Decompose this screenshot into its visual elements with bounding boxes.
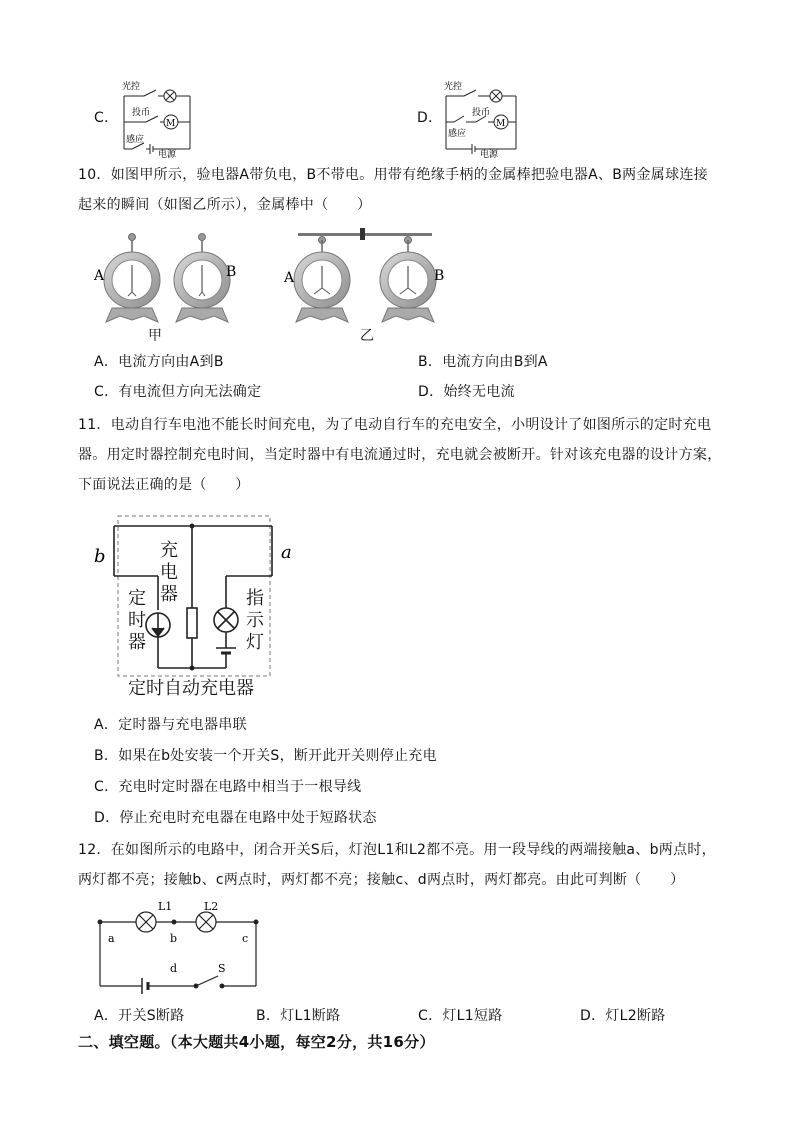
q12-option-a: A．开关S断路 — [94, 1008, 185, 1024]
timer-label: 定时器 — [128, 588, 146, 653]
q10-option-d: D．始终无电流 — [418, 384, 515, 400]
point-c: c — [242, 932, 249, 945]
c-motor-label: M — [166, 119, 176, 129]
circuit-option-d — [440, 80, 522, 160]
fig-yi-caption: 乙 — [360, 328, 375, 344]
electroscope-figure-jia — [92, 230, 252, 340]
timed-charger-circuit — [90, 510, 310, 705]
q10-option-a: A．电流方向由A到B — [94, 354, 224, 370]
q12-option-d: D．灯L2断路 — [580, 1008, 666, 1024]
q10-line2: 起来的瞬间（如图乙所示），金属棒中（ ） — [78, 197, 372, 213]
d-light-control-label: 光控 — [444, 82, 463, 92]
option-c-label: C． — [94, 110, 119, 126]
c-coin-label: 投币 — [132, 108, 151, 118]
option-d-label: D． — [417, 110, 443, 126]
d-motor-label: M — [496, 119, 506, 129]
electroscope-b-yi — [380, 237, 436, 323]
c-power-label: 电源 — [158, 150, 177, 160]
insulating-handle — [360, 228, 365, 240]
indicator-label: 指示灯 — [246, 588, 264, 653]
electroscope-figure-yi — [282, 226, 452, 336]
q11-line2: 器。用定时器控制充电时间，当定时器中有电流通过时，充电就会被断开。针对该充电器的设计方案， — [78, 447, 722, 463]
q12-option-b: B．灯L1断路 — [256, 1008, 341, 1024]
jia-label-a: A — [94, 268, 105, 284]
label-b: b — [94, 546, 106, 567]
q12-line1 — [78, 840, 716, 860]
q12-line1-text: 12．在如图所示的电路中，闭合开关S后，灯泡L1和L2都不亮。用一段导线的两端接触a、b两点时， — [78, 842, 716, 858]
q11-line3: 下面说法正确的是（ ） — [78, 477, 250, 493]
lamp-l2-label: L2 — [204, 900, 219, 913]
yi-label-a: A — [284, 270, 295, 286]
point-b: b — [170, 932, 178, 945]
d-coin-label: 投币 — [472, 108, 491, 118]
q11-option-d: D．停止充电时充电器在电路中处于短路状态 — [94, 810, 377, 826]
c-sensor-label: 感应 — [126, 135, 145, 145]
q12-circuit — [92, 900, 272, 1000]
q10-line1: 10．如图甲所示，验电器A带负电，B不带电。用带有绝缘手柄的金属棒把验电器A、B两金属球连接 — [78, 167, 708, 183]
d-power-label: 电源 — [480, 150, 499, 160]
q11-option-c: C．充电时定时器在电路中相当于一根导线 — [94, 779, 362, 795]
fig-jia-caption: 甲 — [148, 328, 163, 344]
q11-option-a: A．定时器与充电器串联 — [94, 717, 247, 733]
q12-option-c: C．灯L1短路 — [418, 1008, 503, 1024]
section2-title: 二、填空题。（本大题共4小题，每空2分，共16分） — [78, 1033, 435, 1051]
lamp-l1-label: L1 — [158, 900, 173, 913]
c-light-control-label: 光控 — [122, 82, 141, 92]
q11-option-b: B．如果在b处安装一个开关S，断开此开关则停止充电 — [94, 748, 437, 764]
yi-label-b: B — [434, 268, 445, 284]
q10-option-b: B．电流方向由B到A — [418, 354, 548, 370]
switch-s-label: S — [218, 962, 226, 975]
charger-label: 充电器 — [160, 540, 178, 605]
q12-line2: 两灯都不亮；接触b、c两点时，两灯都不亮；接触c、d两点时，两灯都亮。由此可判断（ ） — [78, 872, 685, 888]
jia-label-b: B — [226, 264, 237, 280]
electroscope-b — [174, 234, 230, 323]
label-a: a — [281, 542, 292, 563]
point-d: d — [170, 962, 178, 975]
q11-line1: 11．电动自行车电池不能长时间充电，为了电动自行车的充电安全，小明设计了如图所示的定时充电 — [78, 417, 712, 433]
point-a: a — [108, 932, 115, 945]
d-sensor-label: 感应 — [448, 129, 467, 139]
circuit-option-c — [118, 80, 198, 160]
q10-option-c: C．有电流但方向无法确定 — [94, 384, 262, 400]
charger-caption: 定时自动充电器 — [128, 678, 254, 699]
electroscope-a-yi — [294, 237, 350, 323]
electroscope-a — [104, 234, 160, 323]
